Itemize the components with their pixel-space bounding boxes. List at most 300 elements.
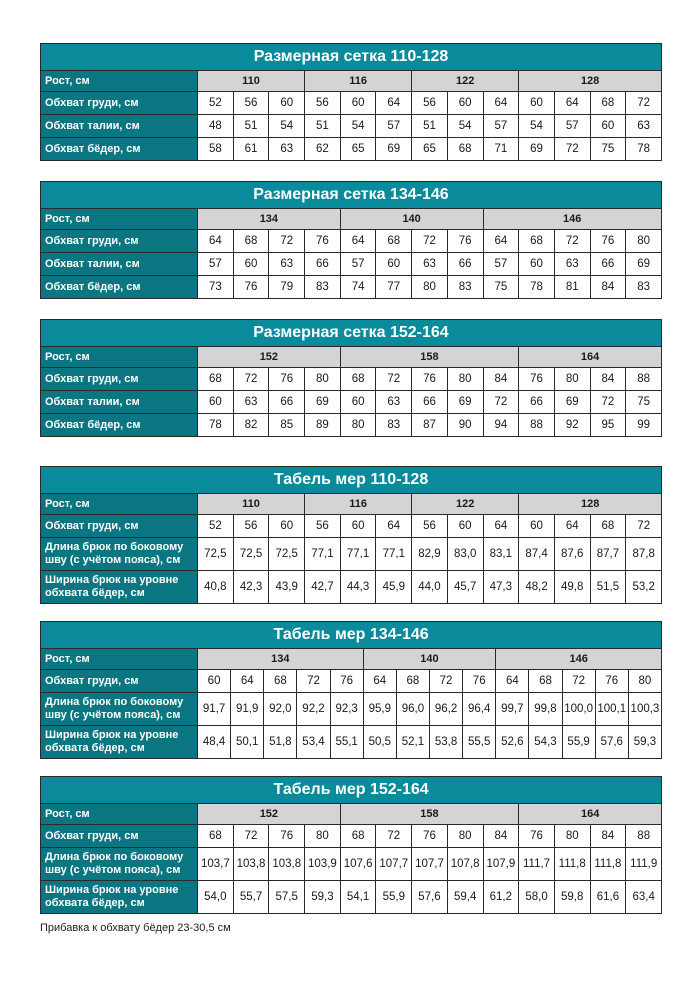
table-cell: 57 xyxy=(340,253,376,276)
table-cell: 73 xyxy=(198,276,234,299)
height-group-header: 116 xyxy=(305,494,412,515)
height-group-header: 158 xyxy=(340,347,518,368)
table-cell: 64 xyxy=(198,230,234,253)
table-cell: 72 xyxy=(429,670,462,693)
table-cell: 51 xyxy=(233,115,269,138)
table-cell: 82,9 xyxy=(412,538,448,571)
table-title: Табель мер 152-164 xyxy=(41,777,662,804)
table-cell: 76 xyxy=(519,825,555,848)
table-cell: 96,0 xyxy=(396,693,429,726)
table-cell: 78 xyxy=(519,276,555,299)
table-cell: 84 xyxy=(483,825,519,848)
table-cell: 64 xyxy=(376,92,412,115)
table-cell: 68 xyxy=(529,670,562,693)
table-row xyxy=(41,726,662,759)
height-label: Рост, см xyxy=(41,71,198,92)
table-cell: 99,8 xyxy=(529,693,562,726)
table-cell: 58,0 xyxy=(519,881,555,914)
table-cell: 59,4 xyxy=(447,881,483,914)
table-cell: 63 xyxy=(269,138,305,161)
table-row xyxy=(41,230,662,253)
table-cell: 103,7 xyxy=(198,848,234,881)
table-cell: 92,2 xyxy=(297,693,330,726)
table-row xyxy=(41,391,662,414)
table-cell: 76 xyxy=(233,276,269,299)
table-cell: 85 xyxy=(269,414,305,437)
table-cell: 83,1 xyxy=(483,538,519,571)
table-cell: 63 xyxy=(554,253,590,276)
table-cell: 60 xyxy=(269,515,305,538)
table-cell: 80 xyxy=(305,825,341,848)
measure-table-152-164 xyxy=(40,776,662,914)
table-cell: 68 xyxy=(590,92,626,115)
table-cell: 63 xyxy=(626,115,662,138)
table-cell: 88 xyxy=(626,368,662,391)
height-group-header: 134 xyxy=(198,209,341,230)
table-cell: 56 xyxy=(305,515,341,538)
table-cell: 59,3 xyxy=(305,881,341,914)
table-cell: 74 xyxy=(340,276,376,299)
table-row xyxy=(41,368,662,391)
row-label: Обхват груди, см xyxy=(41,670,198,693)
table-cell: 51 xyxy=(412,115,448,138)
table-cell: 72 xyxy=(233,368,269,391)
table-cell: 60 xyxy=(198,391,234,414)
table-cell: 68 xyxy=(198,825,234,848)
table-cell: 99 xyxy=(626,414,662,437)
table-cell: 76 xyxy=(269,825,305,848)
table-cell: 80 xyxy=(554,825,590,848)
table-cell: 87,4 xyxy=(519,538,555,571)
table-cell: 48,4 xyxy=(198,726,231,759)
table-cell: 94 xyxy=(483,414,519,437)
table-cell: 81 xyxy=(554,276,590,299)
table-cell: 64 xyxy=(483,92,519,115)
table-cell: 95,9 xyxy=(363,693,396,726)
height-group-header: 140 xyxy=(363,649,496,670)
table-cell: 72 xyxy=(376,368,412,391)
row-label: Обхват талии, см xyxy=(41,253,198,276)
table-cell: 69 xyxy=(519,138,555,161)
table-cell: 103,8 xyxy=(233,848,269,881)
table-cell: 95 xyxy=(590,414,626,437)
row-label: Обхват талии, см xyxy=(41,115,198,138)
row-label: Обхват груди, см xyxy=(41,230,198,253)
table-cell: 51,5 xyxy=(590,571,626,604)
table-cell: 72,5 xyxy=(269,538,305,571)
table-cell: 68 xyxy=(340,825,376,848)
table-cell: 72 xyxy=(233,825,269,848)
table-cell: 69 xyxy=(305,391,341,414)
table-cell: 88 xyxy=(519,414,555,437)
table-cell: 54,3 xyxy=(529,726,562,759)
table-cell: 45,7 xyxy=(447,571,483,604)
table-cell: 87 xyxy=(412,414,448,437)
table-cell: 68 xyxy=(340,368,376,391)
row-label: Обхват бёдер, см xyxy=(41,138,198,161)
table-cell: 54,1 xyxy=(340,881,376,914)
table-cell: 55,7 xyxy=(233,881,269,914)
measure-table-134-146 xyxy=(40,621,662,759)
table-cell: 51,8 xyxy=(264,726,297,759)
table-cell: 60 xyxy=(519,253,555,276)
table-cell: 52 xyxy=(198,92,234,115)
table-cell: 50,1 xyxy=(231,726,264,759)
table-cell: 76 xyxy=(269,368,305,391)
row-label: Обхват груди, см xyxy=(41,92,198,115)
table-cell: 68 xyxy=(447,138,483,161)
table-cell: 68 xyxy=(396,670,429,693)
table-cell: 64 xyxy=(483,230,519,253)
height-group-header: 110 xyxy=(198,71,305,92)
table-cell: 51 xyxy=(305,115,341,138)
table-cell: 45,9 xyxy=(376,571,412,604)
measure-table-110-128 xyxy=(40,466,662,604)
table-cell: 107,8 xyxy=(447,848,483,881)
table-cell: 69 xyxy=(447,391,483,414)
table-cell: 92 xyxy=(554,414,590,437)
table-cell: 76 xyxy=(412,825,448,848)
table-cell: 52 xyxy=(198,515,234,538)
table-cell: 57,6 xyxy=(595,726,628,759)
table-cell: 100,3 xyxy=(628,693,661,726)
table-cell: 80 xyxy=(412,276,448,299)
table-cell: 111,7 xyxy=(519,848,555,881)
table-cell: 77 xyxy=(376,276,412,299)
height-label: Рост, см xyxy=(41,347,198,368)
table-cell: 82 xyxy=(233,414,269,437)
table-cell: 72 xyxy=(590,391,626,414)
table-cell: 54 xyxy=(519,115,555,138)
table-cell: 72,5 xyxy=(233,538,269,571)
height-label: Рост, см xyxy=(41,209,198,230)
table-cell: 60 xyxy=(198,670,231,693)
table-cell: 92,3 xyxy=(330,693,363,726)
table-title: Размерная сетка 152-164 xyxy=(41,320,662,347)
row-label: Обхват бёдер, см xyxy=(41,414,198,437)
table-cell: 59,8 xyxy=(554,881,590,914)
table-cell: 63 xyxy=(376,391,412,414)
table-cell: 47,3 xyxy=(483,571,519,604)
height-label: Рост, см xyxy=(41,494,198,515)
table-cell: 80 xyxy=(447,368,483,391)
table-cell: 99,7 xyxy=(496,693,529,726)
table-cell: 76 xyxy=(463,670,496,693)
table-cell: 56 xyxy=(305,92,341,115)
table-cell: 75 xyxy=(626,391,662,414)
table-cell: 60 xyxy=(447,515,483,538)
table-cell: 75 xyxy=(590,138,626,161)
table-cell: 61,6 xyxy=(590,881,626,914)
table-cell: 103,8 xyxy=(269,848,305,881)
table-title: Табель мер 110-128 xyxy=(41,467,662,494)
table-cell: 77,1 xyxy=(305,538,341,571)
table-cell: 87,6 xyxy=(554,538,590,571)
height-label: Рост, см xyxy=(41,649,198,670)
table-row xyxy=(41,92,662,115)
table-cell: 53,4 xyxy=(297,726,330,759)
table-cell: 72 xyxy=(562,670,595,693)
table-cell: 107,7 xyxy=(376,848,412,881)
table-cell: 80 xyxy=(628,670,661,693)
table-cell: 52,6 xyxy=(496,726,529,759)
table-cell: 78 xyxy=(626,138,662,161)
table-row xyxy=(41,138,662,161)
table-cell: 50,5 xyxy=(363,726,396,759)
table-cell: 107,7 xyxy=(412,848,448,881)
table-cell: 72 xyxy=(554,230,590,253)
table-row xyxy=(41,115,662,138)
table-cell: 57 xyxy=(483,115,519,138)
table-cell: 55,1 xyxy=(330,726,363,759)
height-group-header: 164 xyxy=(519,804,662,825)
table-cell: 80 xyxy=(340,414,376,437)
table-cell: 68 xyxy=(376,230,412,253)
table-row xyxy=(41,538,662,571)
table-cell: 60 xyxy=(340,92,376,115)
table-cell: 75 xyxy=(483,276,519,299)
table-cell: 57 xyxy=(483,253,519,276)
table-cell: 84 xyxy=(590,368,626,391)
table-cell: 61,2 xyxy=(483,881,519,914)
table-cell: 57,6 xyxy=(412,881,448,914)
table-cell: 48 xyxy=(198,115,234,138)
table-cell: 54 xyxy=(269,115,305,138)
height-group-header: 152 xyxy=(198,347,341,368)
height-group-header: 128 xyxy=(519,71,662,92)
row-label: Ширина брюк на уровне обхвата бёдер, см xyxy=(41,881,198,914)
table-cell: 72 xyxy=(297,670,330,693)
table-cell: 60 xyxy=(519,515,555,538)
height-group-header: 116 xyxy=(305,71,412,92)
table-cell: 92,0 xyxy=(264,693,297,726)
table-cell: 68 xyxy=(519,230,555,253)
table-cell: 44,3 xyxy=(340,571,376,604)
table-cell: 68 xyxy=(590,515,626,538)
table-cell: 55,9 xyxy=(376,881,412,914)
table-cell: 80 xyxy=(626,230,662,253)
row-label: Обхват груди, см xyxy=(41,515,198,538)
table-cell: 72 xyxy=(376,825,412,848)
table-cell: 64 xyxy=(340,230,376,253)
height-group-header: 110 xyxy=(198,494,305,515)
table-cell: 62 xyxy=(305,138,341,161)
table-cell: 68 xyxy=(198,368,234,391)
table-cell: 64 xyxy=(483,515,519,538)
table-cell: 84 xyxy=(483,368,519,391)
table-cell: 52,1 xyxy=(396,726,429,759)
table-cell: 78 xyxy=(198,414,234,437)
table-cell: 66 xyxy=(447,253,483,276)
table-cell: 54 xyxy=(340,115,376,138)
table-cell: 96,2 xyxy=(429,693,462,726)
height-group-header: 164 xyxy=(519,347,662,368)
table-cell: 65 xyxy=(412,138,448,161)
table-cell: 43,9 xyxy=(269,571,305,604)
height-group-header: 128 xyxy=(519,494,662,515)
size-chart-134-146 xyxy=(40,181,662,299)
table-cell: 42,3 xyxy=(233,571,269,604)
table-cell: 63 xyxy=(269,253,305,276)
table-cell: 66 xyxy=(590,253,626,276)
height-label: Рост, см xyxy=(41,804,198,825)
table-cell: 91,7 xyxy=(198,693,231,726)
table-row xyxy=(41,693,662,726)
table-cell: 65 xyxy=(340,138,376,161)
table-cell: 83,0 xyxy=(447,538,483,571)
table-cell: 66 xyxy=(519,391,555,414)
table-cell: 53,8 xyxy=(429,726,462,759)
table-cell: 42,7 xyxy=(305,571,341,604)
row-label: Обхват бёдер, см xyxy=(41,276,198,299)
table-cell: 60 xyxy=(233,253,269,276)
table-cell: 64 xyxy=(363,670,396,693)
table-cell: 57 xyxy=(198,253,234,276)
table-cell: 66 xyxy=(305,253,341,276)
table-cell: 60 xyxy=(269,92,305,115)
table-cell: 55,5 xyxy=(463,726,496,759)
height-group-header: 122 xyxy=(412,494,519,515)
table-cell: 69 xyxy=(554,391,590,414)
table-cell: 69 xyxy=(376,138,412,161)
table-cell: 54 xyxy=(447,115,483,138)
table-cell: 76 xyxy=(595,670,628,693)
height-group-header: 140 xyxy=(340,209,483,230)
table-cell: 56 xyxy=(233,92,269,115)
height-group-header: 152 xyxy=(198,804,341,825)
table-cell: 60 xyxy=(519,92,555,115)
table-cell: 63 xyxy=(412,253,448,276)
table-row xyxy=(41,881,662,914)
table-cell: 72 xyxy=(412,230,448,253)
table-cell: 76 xyxy=(330,670,363,693)
table-cell: 69 xyxy=(626,253,662,276)
table-cell: 84 xyxy=(590,276,626,299)
height-group-header: 158 xyxy=(340,804,518,825)
table-cell: 55,9 xyxy=(562,726,595,759)
table-cell: 76 xyxy=(412,368,448,391)
table-cell: 103,9 xyxy=(305,848,341,881)
table-cell: 66 xyxy=(412,391,448,414)
table-cell: 64 xyxy=(554,92,590,115)
table-cell: 68 xyxy=(233,230,269,253)
table-cell: 68 xyxy=(264,670,297,693)
table-cell: 80 xyxy=(447,825,483,848)
table-cell: 56 xyxy=(412,515,448,538)
table-row xyxy=(41,414,662,437)
height-group-header: 134 xyxy=(198,649,364,670)
table-cell: 56 xyxy=(233,515,269,538)
table-cell: 57 xyxy=(376,115,412,138)
table-cell: 76 xyxy=(447,230,483,253)
table-cell: 107,9 xyxy=(483,848,519,881)
table-cell: 90 xyxy=(447,414,483,437)
table-cell: 87,8 xyxy=(626,538,662,571)
table-cell: 76 xyxy=(519,368,555,391)
table-cell: 40,8 xyxy=(198,571,234,604)
row-label: Длина брюк по боковому шву (с учётом пояса), см xyxy=(41,538,198,571)
table-row xyxy=(41,825,662,848)
table-cell: 111,8 xyxy=(554,848,590,881)
table-cell: 57 xyxy=(554,115,590,138)
table-cell: 60 xyxy=(590,115,626,138)
row-label: Ширина брюк на уровне обхвата бёдер, см xyxy=(41,726,198,759)
table-cell: 83 xyxy=(447,276,483,299)
table-cell: 100,0 xyxy=(562,693,595,726)
table-cell: 56 xyxy=(412,92,448,115)
table-cell: 71 xyxy=(483,138,519,161)
height-group-header: 146 xyxy=(483,209,661,230)
row-label: Длина брюк по боковому шву (с учётом пояса), см xyxy=(41,848,198,881)
table-row xyxy=(41,253,662,276)
row-label: Ширина брюк на уровне обхвата бёдер, см xyxy=(41,571,198,604)
table-cell: 60 xyxy=(340,515,376,538)
table-cell: 60 xyxy=(376,253,412,276)
table-cell: 58 xyxy=(198,138,234,161)
table-row xyxy=(41,848,662,881)
size-chart-152-164 xyxy=(40,319,662,437)
table-cell: 61 xyxy=(233,138,269,161)
table-cell: 57,5 xyxy=(269,881,305,914)
row-label: Длина брюк по боковому шву (с учётом пояса), см xyxy=(41,693,198,726)
table-cell: 79 xyxy=(269,276,305,299)
height-group-header: 122 xyxy=(412,71,519,92)
table-cell: 60 xyxy=(340,391,376,414)
table-cell: 76 xyxy=(590,230,626,253)
table-cell: 100,1 xyxy=(595,693,628,726)
table-cell: 64 xyxy=(496,670,529,693)
table-cell: 87,7 xyxy=(590,538,626,571)
size-chart-110-128 xyxy=(40,43,662,161)
table-row xyxy=(41,670,662,693)
row-label: Обхват груди, см xyxy=(41,825,198,848)
table-cell: 72,5 xyxy=(198,538,234,571)
table-cell: 83 xyxy=(305,276,341,299)
table-row xyxy=(41,515,662,538)
table-cell: 83 xyxy=(626,276,662,299)
table-cell: 66 xyxy=(269,391,305,414)
table-cell: 84 xyxy=(590,825,626,848)
table-cell: 83 xyxy=(376,414,412,437)
table-cell: 72 xyxy=(483,391,519,414)
table-cell: 80 xyxy=(305,368,341,391)
table-row xyxy=(41,571,662,604)
table-cell: 80 xyxy=(554,368,590,391)
table-cell: 72 xyxy=(554,138,590,161)
table-cell: 63 xyxy=(233,391,269,414)
table-title: Табель мер 134-146 xyxy=(41,622,662,649)
table-cell: 63,4 xyxy=(626,881,662,914)
row-label: Обхват талии, см xyxy=(41,391,198,414)
table-cell: 96,4 xyxy=(463,693,496,726)
table-cell: 72 xyxy=(626,515,662,538)
table-cell: 72 xyxy=(269,230,305,253)
table-cell: 91,9 xyxy=(231,693,264,726)
table-cell: 54,0 xyxy=(198,881,234,914)
table-cell: 107,6 xyxy=(340,848,376,881)
table-cell: 53,2 xyxy=(626,571,662,604)
table-title: Размерная сетка 134-146 xyxy=(41,182,662,209)
table-cell: 48,2 xyxy=(519,571,555,604)
table-cell: 76 xyxy=(305,230,341,253)
table-row xyxy=(41,276,662,299)
table-cell: 77,1 xyxy=(340,538,376,571)
table-title: Размерная сетка 110-128 xyxy=(41,44,662,71)
table-cell: 111,9 xyxy=(626,848,662,881)
footnote: Прибавка к обхвату бёдер 23-30,5 см xyxy=(40,922,231,934)
table-cell: 64 xyxy=(231,670,264,693)
table-cell: 64 xyxy=(376,515,412,538)
